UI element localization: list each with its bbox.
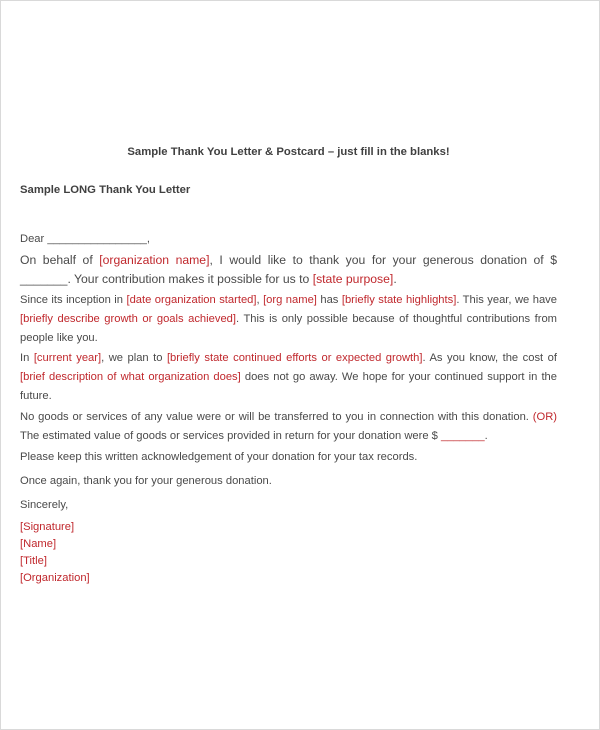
text-run: Since its inception in [20, 294, 127, 306]
paragraph-history [20, 291, 557, 348]
placeholder-organization-description: [brief description of what organization does] [20, 371, 241, 383]
paragraph-plans [20, 349, 557, 406]
placeholder-current-year: [current year] [33, 352, 102, 364]
signature-placeholder: [Signature] [20, 521, 75, 533]
text-run: No goods or services of any value were or will be transferred to you in connection with this donation. [20, 411, 533, 423]
text-run: . [393, 272, 397, 286]
text-run: , I would like to thank you for your generous donation of $ _______. Your contribution makes it possible for us to [20, 253, 558, 286]
paragraph-tax-records: Please keep this written acknowledgement of your donation for your tax records. [20, 451, 418, 463]
text-run: . [484, 430, 488, 442]
title-placeholder: [Title] [20, 555, 47, 567]
placeholder-continued-efforts: [briefly state continued efforts or expected growth] [166, 352, 423, 364]
document-subtitle: Sample LONG Thank You Letter [20, 184, 191, 196]
placeholder-amount: _______ [441, 430, 485, 442]
closing: Sincerely, [20, 499, 69, 511]
paragraph-donation-thanks [20, 251, 557, 289]
placeholder-org-name: [org name] [263, 294, 317, 306]
text-run: has [316, 294, 342, 306]
placeholder-state-purpose: [state purpose] [312, 272, 394, 286]
placeholder-highlights: [briefly state highlights] [341, 294, 457, 306]
name-placeholder: [Name] [20, 538, 57, 550]
text-run: , [256, 294, 264, 306]
placeholder-or: (OR) [532, 411, 557, 423]
text-run: does not go away. We hope for your continued support in the future. [20, 371, 557, 402]
text-run: . This is only possible because of thoughtful contributions from people like you. [20, 313, 557, 344]
text-run: , we plan to [101, 352, 167, 364]
placeholder-growth-goals: [briefly describe growth or goals achieved] [20, 313, 237, 325]
placeholder-date-organization-started: [date organization started] [126, 294, 257, 306]
text-run: . This year, we have [456, 294, 557, 306]
document-title: Sample Thank You Letter & Postcard – just fill in the blanks! [127, 146, 450, 158]
paragraph-thanks-again: Once again, thank you for your generous donation. [20, 475, 272, 487]
text-run: The estimated value of goods or services provided in return for your donation were $ [20, 430, 442, 442]
paragraph-goods-services [20, 408, 557, 446]
text-run: . As you know, the cost of [422, 352, 557, 364]
salutation: Dear ________________, [20, 233, 151, 245]
placeholder-organization-name: [organization name] [99, 253, 210, 267]
organization-placeholder: [Organization] [20, 572, 90, 584]
text-run: In [20, 352, 34, 364]
text-run: On behalf of [20, 253, 100, 267]
